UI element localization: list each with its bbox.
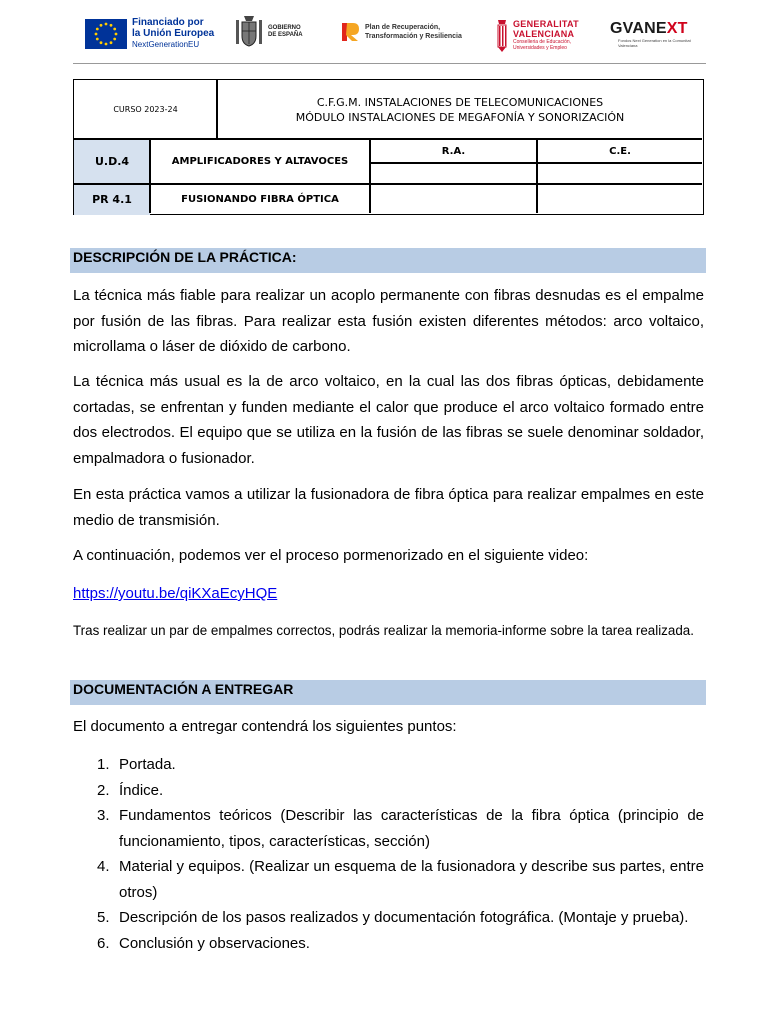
curso-cell: CURSO 2023-24 [113, 105, 178, 114]
list-item: 4. Material y equipos. (Realizar un esquema de la fusionadora y describe sus partes, entre otros) [97, 858, 704, 901]
grid-line [149, 139, 151, 213]
grid-line [369, 139, 371, 213]
gvnext-main-text: GVANE [610, 20, 667, 37]
paragraph-6: El documento a entregar contendrá los siguientes puntos: [73, 718, 457, 735]
eu-flag-icon [85, 19, 127, 49]
list-item: 2. Índice. [97, 781, 164, 799]
plan-recuperacion-logo [340, 21, 465, 43]
ud-title-cell: AMPLIFICADORES Y ALTAVOCES [171, 156, 349, 167]
generalitat-crest-icon [495, 16, 509, 54]
gvnext-sub-text: Fondos Next Generation en la Comunitat Valenciana [618, 38, 691, 48]
gvanext-logo [610, 20, 698, 48]
gobierno-espana-logo [234, 14, 308, 50]
ra-label-cell: R.A. [441, 145, 466, 157]
ciclo-title: C.F.G.M. INSTALACIONES DE TELECOMUNICACIONES [316, 95, 604, 109]
grid-line [74, 183, 702, 185]
paragraph-1: La técnica más fiable para realizar un acoplo permanente con fibras desnudas es el empalme por fusión de las fibras. Para realizar esta fusión existen diferentes métodos: arco voltaico, microllama o láser de dióxido de carbono. [73, 287, 704, 355]
eu-logo-text-2: la Unión Europea [132, 28, 215, 39]
pr-title-cell: FUSIONANDO FIBRA ÓPTICA [181, 193, 339, 205]
prtr-icon [340, 21, 362, 43]
list-item: 3. Fundamentos teóricos (Describir las características de la fibra óptica (principio de funcionamiento, tipos, características, sección) [97, 807, 704, 850]
paragraph-2: La técnica más usual es la de arco voltaico, en la cual las dos fibras ópticas, debidamente cortadas, se enfrentan y funden mediante el calor que produce el arco voltaico formado entre dos electrodos. El equipo que se utiliza en la fusión de las fibras se suele denominar soldador, empalmadora o fusionador. [73, 373, 704, 467]
header-table [73, 79, 704, 215]
gobierno-text-1: GOBIERNO [268, 25, 301, 31]
header-divider [73, 63, 706, 64]
descripcion-heading: DESCRIPCIÓN DE LA PRÁCTICA: [73, 249, 297, 265]
grid-line [216, 80, 218, 139]
list-item: 5. Descripción de los pasos realizados y documentación fotográfica. (Montaje y prueba). [97, 909, 689, 926]
prtr-text-2: Transformación y Resiliencia [365, 33, 462, 40]
documentacion-heading: DOCUMENTACIÓN A ENTREGAR [73, 681, 294, 697]
eu-logo-text-1: Financiado por [132, 17, 204, 28]
descripcion-section-bar [70, 248, 706, 273]
grid-line [74, 138, 702, 140]
gv-text-2: VALENCIANA [513, 29, 575, 39]
eu-funding-logo [85, 17, 214, 50]
gv-text-3: Conselleria de Educación, Universidades y Empleo [513, 39, 572, 51]
pr-code-cell: PR 4.1 [92, 192, 132, 206]
gvnext-accent-text: XT [666, 20, 688, 37]
prtr-text-1: Plan de Recuperación, [365, 24, 441, 31]
generalitat-valenciana-logo [495, 16, 583, 54]
list-item: 1. Portada. [97, 756, 176, 773]
paragraph-4: A continuación, podemos ver el proceso pormenorizado en el siguiente video: [73, 547, 589, 564]
ce-label-cell: C.E. [609, 145, 631, 157]
ciclo-modulo-cell [217, 80, 703, 139]
list-item: 6. Conclusión y observaciones. [97, 934, 310, 952]
deliverables-list [73, 752, 704, 956]
eu-logo-text-3: NextGenerationEU [132, 40, 200, 49]
logo-strip [0, 8, 768, 58]
video-link[interactable]: https://youtu.be/qiKXaEcyHQE [73, 585, 278, 602]
paragraph-3: En esta práctica vamos a utilizar la fusionadora de fibra óptica para realizar empalmes en este medio de transmisión. [73, 486, 704, 529]
gobierno-text-2: DE ESPAÑA [268, 32, 303, 38]
paragraph-5: Tras realizar un par de empalmes correctos, podrás realizar la memoria-informe sobre la tarea realizada. [73, 623, 694, 638]
grid-line [536, 139, 538, 213]
ud-code-cell: U.D.4 [94, 155, 130, 168]
gv-text-1: GENERALITAT [513, 19, 579, 29]
modulo-title: MÓDULO INSTALACIONES DE MEGAFONÍA Y SONORIZACIÓN [295, 110, 625, 124]
spain-coat-of-arms-icon [234, 14, 264, 50]
documentacion-section-bar [70, 680, 706, 705]
